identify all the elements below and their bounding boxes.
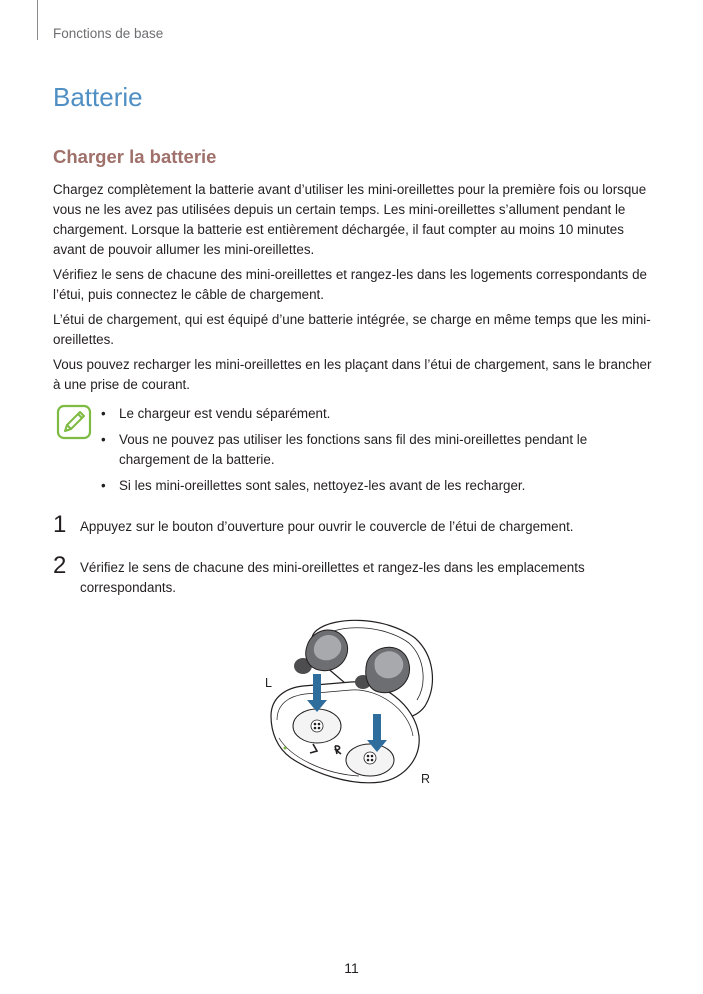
step-text: Vérifiez le sens de chacune des mini-oreillettes et rangez-les dans les emplacements correspondants. — [80, 560, 585, 595]
header-rule — [37, 0, 38, 40]
charging-case-figure — [255, 608, 445, 798]
list-item — [101, 476, 651, 496]
bullet: • — [101, 432, 106, 447]
list-item — [101, 430, 651, 470]
note-pencil-icon — [56, 404, 92, 440]
step-number: 2 — [53, 552, 67, 579]
label-right: R — [421, 772, 431, 786]
body-text — [53, 180, 653, 400]
bullet: • — [101, 406, 106, 421]
paragraph: Vous pouvez recharger les mini-oreillettes en les plaçant dans l’étui de chargement, sans le brancher à une prise de courant. — [53, 357, 652, 392]
paragraph: Chargez complètement la batterie avant d’utiliser les mini-oreillettes pour la première fois ou lorsque vous ne les avez pas utilisées depuis un certain temps. Les mini-oreillettes s’allument pendant le chargement. Lorsque la batterie est entièrement déchargée, il faut compter au moins 10 minutes avant de pouvoir allumer les mini-oreillettes. — [53, 182, 647, 257]
label-left: L — [265, 676, 272, 690]
list-item-text: Si les mini-oreillettes sont sales, nettoyez-les avant de les recharger. — [119, 478, 526, 493]
section-label: Fonctions de base — [53, 26, 164, 41]
charging-case-illustration — [255, 608, 445, 798]
note-list — [101, 404, 651, 502]
step-text: Appuyez sur le bouton d’ouverture pour ouvrir le couvercle de l’étui de chargement. — [80, 519, 574, 534]
section-heading: Charger la batterie — [53, 146, 217, 167]
list-item-text: Le chargeur est vendu séparément. — [119, 406, 331, 421]
page-number: 11 — [344, 960, 359, 976]
step-number: 1 — [53, 511, 67, 538]
paragraph: Vérifiez le sens de chacune des mini-oreillettes et rangez-les dans les logements correspondants de l’étui, puis connectez le câble de chargement. — [53, 267, 647, 302]
list-item-text: Vous ne pouvez pas utiliser les fonctions sans fil des mini-oreillettes pendant le chargement de la batterie. — [119, 432, 588, 467]
page-title: Batterie — [53, 82, 143, 112]
list-item — [101, 404, 651, 424]
bullet: • — [101, 478, 106, 493]
paragraph: L’étui de chargement, qui est équipé d’une batterie intégrée, se charge en même temps que les mini-oreillettes. — [53, 312, 651, 347]
